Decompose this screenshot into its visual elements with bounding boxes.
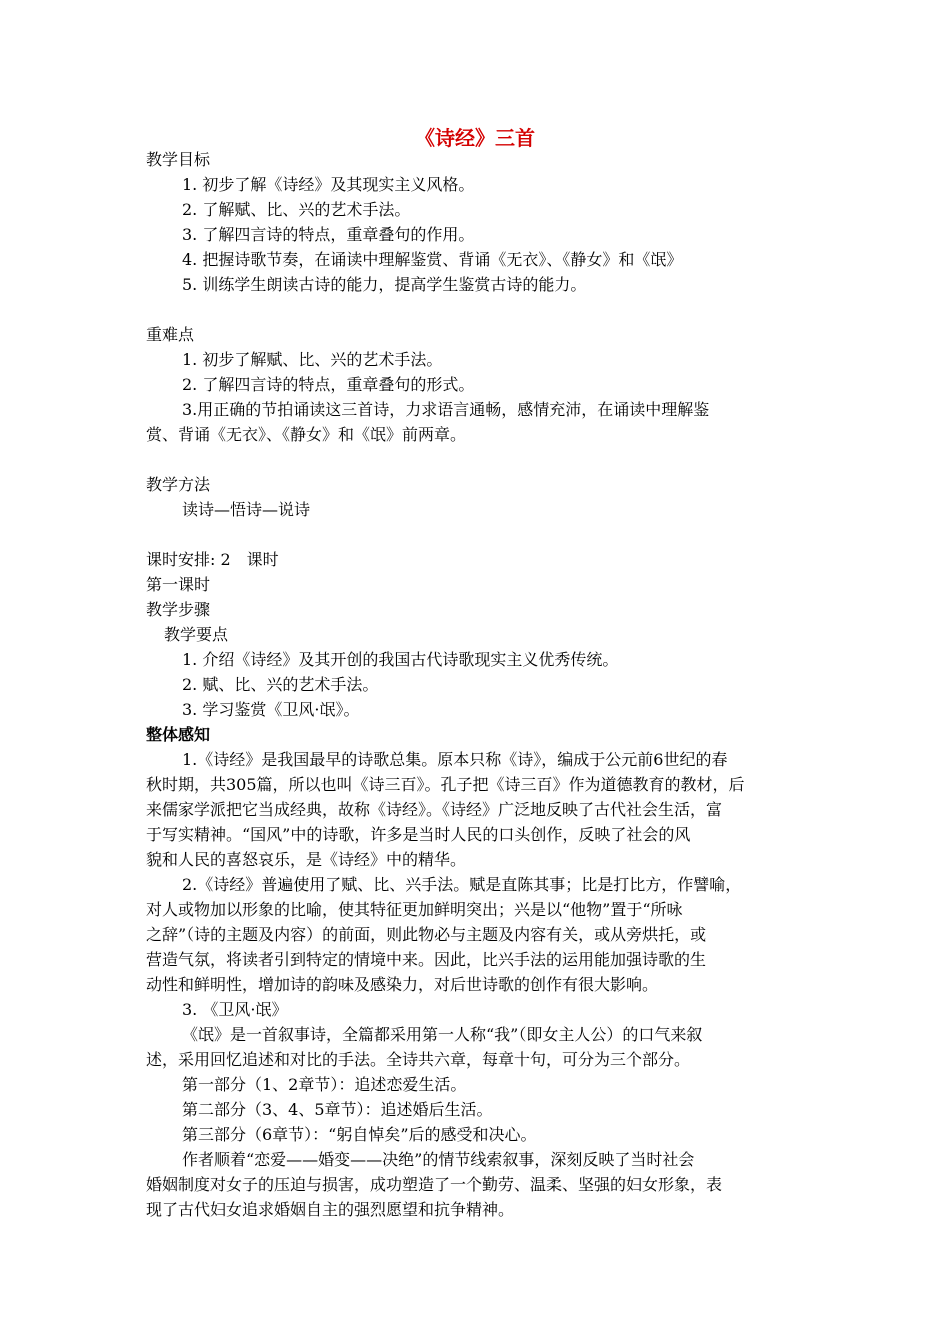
section-heading-overview: 整体感知 <box>146 725 211 744</box>
key-point-item: 2. 了解四言诗的特点，重章叠句的形式。 <box>182 375 475 394</box>
part-item: 第三部分（6章节）：“躬自悼矣”后的感受和决心。 <box>182 1125 537 1144</box>
paragraph-line: 秋时期，共305篇，所以也叫《诗三百》。孔子把《诗三百》作为道德教育的教材，后 <box>146 775 745 794</box>
step-item: 1. 介绍《诗经》及其开创的我国古代诗歌现实主义优秀传统。 <box>182 650 619 669</box>
paragraph-line: 来儒家学派把它当成经典，故称《诗经》。《诗经》广泛地反映了古代社会生活，富 <box>146 800 723 819</box>
method-text: 读诗—悟诗—说诗 <box>182 500 311 519</box>
paragraph-line: 婚姻制度对女子的压迫与损害，成功塑造了一个勤劳、温柔、坚强的妇女形象，表 <box>146 1175 723 1194</box>
objective-item: 5. 训练学生朗读古诗的能力，提高学生鉴赏古诗的能力。 <box>182 275 587 294</box>
section-heading-methods: 教学方法 <box>146 475 211 494</box>
paragraph-line: 述，采用回忆追述和对比的手法。全诗共六章，每章十句，可分为三个部分。 <box>146 1050 691 1069</box>
subheading-key-points: 教学要点 <box>164 625 229 644</box>
paragraph-line: 现了古代妇女追求婚姻自主的强烈愿望和抗争精神。 <box>146 1200 515 1219</box>
document-title: 《诗经》三首 <box>415 126 535 150</box>
section-heading-key-points: 重难点 <box>146 325 195 344</box>
step-item: 2. 赋、比、兴的艺术手法。 <box>182 675 379 694</box>
key-point-continuation: 赏、背诵《无衣》、《静女》和《氓》前两章。 <box>146 425 467 444</box>
schedule-text: 课时安排: 2 课时 <box>146 550 279 569</box>
paragraph-line: 动性和鲜明性，增加诗的韵味及感染力，对后世诗歌的创作有很大影响。 <box>146 975 659 994</box>
objective-item: 3. 了解四言诗的特点，重章叠句的作用。 <box>182 225 475 244</box>
objective-item: 2. 了解赋、比、兴的艺术手法。 <box>182 200 411 219</box>
paragraph-line: 貌和人民的喜怒哀乐，是《诗经》中的精华。 <box>146 850 467 869</box>
key-point-item: 3.用正确的节拍诵读这三首诗，力求语言通畅，感情充沛，在诵读中理解鉴 <box>182 400 710 419</box>
section-heading-objectives: 教学目标 <box>146 150 211 169</box>
paragraph-line: 《氓》是一首叙事诗，全篇都采用第一人称“我”（即女主人公）的口气来叙 <box>182 1025 703 1044</box>
key-point-item: 1. 初步了解赋、比、兴的艺术手法。 <box>182 350 443 369</box>
objective-item: 4. 把握诗歌节奏，在诵读中理解鉴赏、背诵《无衣》、《静女》和《氓》 <box>182 250 683 269</box>
paragraph-line: 之辞”（诗的主题及内容）的前面，则此物必与主题及内容有关，或从旁烘托，或 <box>146 925 707 944</box>
lesson-heading: 第一课时 <box>146 575 211 594</box>
paragraph-line: 营造气氛，将读者引到特定的情境中来。因此，比兴手法的运用能加强诗歌的生 <box>146 950 707 969</box>
step-item: 3. 学习鉴赏《卫风·氓》。 <box>182 700 360 719</box>
part-item: 第二部分（3、4、5章节）：追述婚后生活。 <box>182 1100 493 1119</box>
paragraph-line: 对人或物加以形象的比喻，使其特征更加鲜明突出；兴是以“他物”置于“所咏 <box>146 900 683 919</box>
paragraph-line: 作者顺着“恋爱——婚变——决绝”的情节线索叙事，深刻反映了当时社会 <box>182 1150 695 1169</box>
objective-item: 1. 初步了解《诗经》及其现实主义风格。 <box>182 175 475 194</box>
subsection-heading: 3. 《卫风·氓》 <box>182 1000 288 1019</box>
section-heading-steps: 教学步骤 <box>146 600 211 619</box>
paragraph-line: 2.《诗经》普遍使用了赋、比、兴手法。赋是直陈其事；比是打比方，作譬喻， <box>182 875 742 894</box>
paragraph-line: 于写实精神。“国风”中的诗歌，许多是当时人民的口头创作，反映了社会的风 <box>146 825 691 844</box>
part-item: 第一部分（1、2章节）：追述恋爱生活。 <box>182 1075 467 1094</box>
paragraph-line: 1.《诗经》是我国最早的诗歌总集。原本只称《诗》，编成于公元前6世纪的春 <box>182 750 728 769</box>
